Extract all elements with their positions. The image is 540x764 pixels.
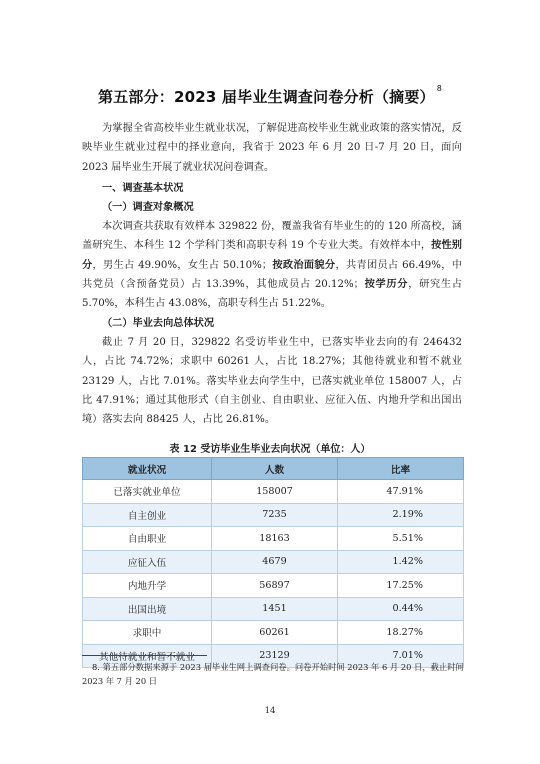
cell-rate: 5.51% <box>338 527 464 551</box>
cell-rate: 18.27% <box>338 621 464 645</box>
header-rate: 比率 <box>338 458 464 480</box>
by-political-status-label: 按政治面貌分 <box>272 259 336 271</box>
footnote-divider <box>82 655 207 656</box>
cell-status: 其他待就业和暂不就业 <box>83 644 212 668</box>
table-row <box>83 574 464 598</box>
cell-status: 求职中 <box>83 621 212 645</box>
cell-count: 18163 <box>212 527 338 551</box>
cell-rate: 17.25% <box>338 574 464 598</box>
cell-count: 7235 <box>212 503 338 527</box>
title-text: 第五部分：2023 届毕业生调查问卷分析（摘要） <box>97 88 435 106</box>
table-row <box>83 621 464 645</box>
cell-rate: 47.91% <box>338 480 464 504</box>
cell-count: 23129 <box>212 644 338 668</box>
intro-paragraph: 为掌握全省高校毕业生就业状况，了解促进高校毕业生就业政策的落实情况，反映毕业生就业过程中的择业意向，我省于 2023 年 6 月 20 日-7 月 20 日，面向 2023 届毕业生开展了就业状况问卷调查。 <box>82 123 462 173</box>
subsection2-heading: （二）毕业去向总体状况 <box>102 318 215 329</box>
table-row <box>83 503 464 527</box>
table-row <box>83 480 464 504</box>
cell-status: 自主创业 <box>83 503 212 527</box>
cell-status: 自由职业 <box>83 527 212 551</box>
section1-heading: 一、调查基本状况 <box>102 183 184 194</box>
cell-count: 1451 <box>212 597 338 621</box>
cell-status: 出国出境 <box>83 597 212 621</box>
cell-count: 158007 <box>212 480 338 504</box>
cell-rate: 7.01% <box>338 644 464 668</box>
cell-count: 60261 <box>212 621 338 645</box>
cell-status: 应征入伍 <box>83 550 212 574</box>
subsection1-heading: （一）调查对象概况 <box>102 202 194 213</box>
cell-rate: 0.44% <box>338 597 464 621</box>
para1-text-a: 本次调查共获取有效样本 329822 份，覆盖我省有毕业生的的 120 所高校，涵盖研究生、本科生 12 个学科门类和高职专科 19 个专业大类。有效样本中， <box>82 221 462 252</box>
para1-text-e: ，研究生占 5.70%，本科生占 43.08%，高职专科生占 51.22%。 <box>82 278 463 310</box>
para1-text-c: ，男生占 49.90%，女生占 50.10%； <box>92 259 273 271</box>
table-row <box>83 550 464 574</box>
by-gender-label: 按性别分 <box>82 240 462 271</box>
header-count: 人数 <box>212 458 338 480</box>
destination-table <box>82 457 464 668</box>
header-status: 就业状况 <box>83 458 212 480</box>
table-row <box>83 597 464 621</box>
cell-count: 56897 <box>212 574 338 598</box>
sample-overview-paragraph <box>82 217 462 313</box>
page-number: 14 <box>264 706 276 716</box>
cell-count: 4679 <box>212 550 338 574</box>
para1-text-d: ，共青团员占 66.49%，中共党员（含预备党员）占 13.39%，其他成员占 20.12%； <box>82 259 463 290</box>
title-footnote-marker: 8 <box>436 84 443 93</box>
cell-rate: 1.42% <box>338 550 464 574</box>
table-caption: 表 12 受访毕业生毕业去向状况（单位：人） <box>169 444 371 455</box>
table-row <box>83 527 464 551</box>
footnote: 8. 第五部分数据来源于 2023 届毕业生网上调查问卷。问卷开始时间 2023 年 6 月 20 日，截止时间 2023 年 7 月 20 日 <box>82 662 464 686</box>
cell-status: 已落实就业单位 <box>83 480 212 504</box>
by-education-label: 按学历分 <box>363 278 409 290</box>
cell-status: 内地升学 <box>83 574 212 598</box>
destination-overview-paragraph: 截止 7 月 20 日，329822 名受访毕业生中，已落实毕业去向的有 246432 人，占比 74.72%；求职中 60261 人，占比 18.27%；其他待就业和暂不就业 23129 人，占比 7.01%。落实毕业去向学生中，已落实就业单位 158007 人，占比 47.91%；通过其他形式（自主创业、自由职业、应征入伍、内地升学和出国出境）落实去向 88425 人，占比 26.81%。 <box>82 337 462 426</box>
table-header-row <box>83 458 464 480</box>
cell-rate: 2.19% <box>338 503 464 527</box>
page-title <box>0 86 540 107</box>
